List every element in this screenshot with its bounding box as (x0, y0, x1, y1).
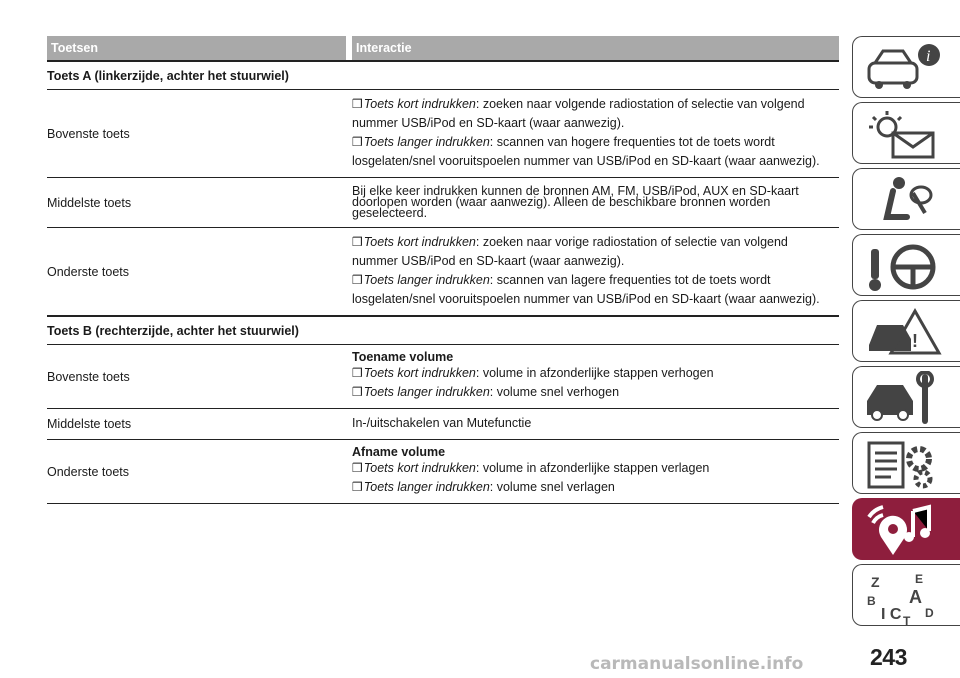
chapter-tab-seat-airbag[interactable] (852, 168, 960, 230)
chapter-tab-car-wrench[interactable] (852, 366, 960, 428)
multimedia-music-icon (863, 503, 943, 559)
chapter-tab-car-crash-warning[interactable] (852, 300, 960, 362)
line-text: nummer USB/iPod en SD-kaart (waar aanwezig). (352, 116, 625, 130)
line-text: nummer USB/iPod en SD-kaart (waar aanwezig). (352, 254, 625, 268)
button-name: Onderste toets (47, 464, 129, 479)
interaction-cell (352, 228, 839, 315)
table-row (47, 90, 839, 178)
specs-gear-icon (863, 437, 943, 493)
cell-line (352, 364, 839, 383)
button-name: Middelste toets (47, 417, 132, 431)
emphasis-text: Toets langer indrukken (363, 135, 490, 149)
table-body (47, 60, 839, 504)
checkbox-bullet-icon: ❒ (352, 273, 363, 287)
emphasis-text: Toets langer indrukken (363, 480, 490, 494)
cell-line (352, 252, 839, 271)
cell-line (352, 290, 839, 309)
chapter-tab-key-steering-wheel[interactable] (852, 234, 960, 296)
paragraph-line: Bij elke keer indrukken kunnen de bronnen AM, FM, USB/iPod, AUX en SD-kaart (352, 184, 799, 198)
line-text: : scannen van lagere frequenties tot de toets wordt (489, 273, 771, 287)
svg-text:D: D (925, 606, 934, 620)
cell-text: In-/uitschakelen van Mutefunctie (352, 416, 532, 430)
checkbox-bullet-icon: ❒ (352, 461, 363, 475)
table-row (47, 345, 839, 409)
cell-line (352, 95, 839, 114)
controls-table (47, 36, 839, 504)
header-interactie: Interactie (352, 36, 839, 60)
button-name: Bovenste toets (47, 126, 130, 141)
svg-text:i: i (926, 48, 931, 65)
cell-heading: Toename volume (352, 350, 454, 364)
emphasis-text: Toets kort indrukken (363, 366, 476, 380)
checkbox-bullet-icon: ❒ (352, 97, 363, 111)
checkbox-bullet-icon: ❒ (352, 135, 363, 149)
line-text: losgelaten/snel vooruitspoelen nummer van USB/iPod en SD-kaart (waar aanwezig). (352, 154, 820, 168)
line-text: : zoeken naar vorige radiostation of selectie van volgend (475, 235, 788, 249)
emphasis-text: Toets kort indrukken (363, 235, 476, 249)
checkbox-bullet-icon: ❒ (352, 235, 363, 249)
emphasis-text: Toets kort indrukken (363, 461, 476, 475)
watermark: carmanualsonline.info (590, 654, 804, 674)
car-wrench-icon (863, 371, 943, 427)
chapter-tab-warning-light-envelope[interactable] (852, 102, 960, 164)
car-crash-warning-icon (863, 305, 943, 361)
svg-text:I C: I C (881, 606, 902, 623)
section-title: Toets B (rechterzijde, achter het stuurwiel) (47, 316, 839, 345)
svg-text:T: T (903, 614, 911, 625)
table-row (47, 228, 839, 316)
key-steering-wheel-icon (863, 239, 943, 295)
car-info-icon (863, 41, 943, 97)
svg-text:B: B (867, 594, 876, 608)
interaction-cell (352, 345, 839, 408)
paragraph-line: geselecteerd. (352, 206, 428, 220)
table-row (47, 409, 839, 440)
checkbox-bullet-icon: ❒ (352, 385, 363, 399)
cell-line (352, 114, 839, 133)
cell-line (352, 133, 839, 152)
cell-line (352, 271, 839, 290)
svg-text:E: E (915, 572, 924, 586)
header-toetsen: Toetsen (47, 36, 346, 60)
checkbox-bullet-icon: ❒ (352, 366, 363, 380)
chapter-tab-car-info[interactable] (852, 36, 960, 98)
emphasis-text: Toets langer indrukken (363, 385, 490, 399)
cell-line (352, 152, 839, 171)
line-text: : scannen van hogere frequenties tot de toets wordt (489, 135, 775, 149)
table-row (47, 178, 839, 228)
emphasis-text: Toets kort indrukken (363, 97, 476, 111)
line-text: : volume snel verhogen (489, 385, 620, 399)
chapter-tab-specs-gear[interactable] (852, 432, 960, 494)
chapter-tab-alphabet-index[interactable] (852, 564, 960, 626)
alphabet-index-icon (863, 569, 943, 625)
svg-text:!: ! (912, 331, 918, 351)
cell-paragraph (352, 183, 839, 221)
interaction-cell (352, 409, 839, 439)
table-header (47, 36, 839, 60)
emphasis-text: Toets langer indrukken (363, 273, 490, 287)
page-number: 243 (870, 644, 907, 670)
cell-line (352, 478, 839, 497)
cell-heading: Afname volume (352, 445, 446, 459)
line-text: : volume snel verlagen (489, 480, 615, 494)
interaction-cell (352, 440, 839, 503)
button-name: Onderste toets (47, 264, 129, 279)
interaction-cell (352, 178, 839, 227)
paragraph-line: doorlopen worden (waar aanwezig). Alleen de beschikbare bronnen worden (352, 195, 771, 209)
line-text: : zoeken naar volgende radiostation of selectie van volgend (475, 97, 805, 111)
table-row (47, 440, 839, 504)
line-text: : volume in afzonderlijke stappen verlagen (475, 461, 710, 475)
warning-light-envelope-icon (863, 107, 943, 163)
checkbox-bullet-icon: ❒ (352, 480, 363, 494)
button-name: Middelste toets (47, 195, 132, 210)
cell-line (352, 233, 839, 252)
seat-airbag-icon (863, 173, 943, 229)
line-text: losgelaten/snel vooruitspoelen nummer van USB/iPod en SD-kaart (waar aanwezig). (352, 292, 820, 306)
section-title: Toets A (linkerzijde, achter het stuurwiel) (47, 60, 839, 90)
line-text: : volume in afzonderlijke stappen verhogen (475, 366, 714, 380)
button-name: Bovenste toets (47, 369, 130, 384)
cell-line (352, 383, 839, 402)
chapter-tab-multimedia-music[interactable] (852, 498, 960, 560)
svg-text:A: A (909, 587, 922, 607)
svg-text:Z: Z (871, 574, 880, 590)
interaction-cell (352, 90, 839, 177)
cell-line (352, 459, 839, 478)
